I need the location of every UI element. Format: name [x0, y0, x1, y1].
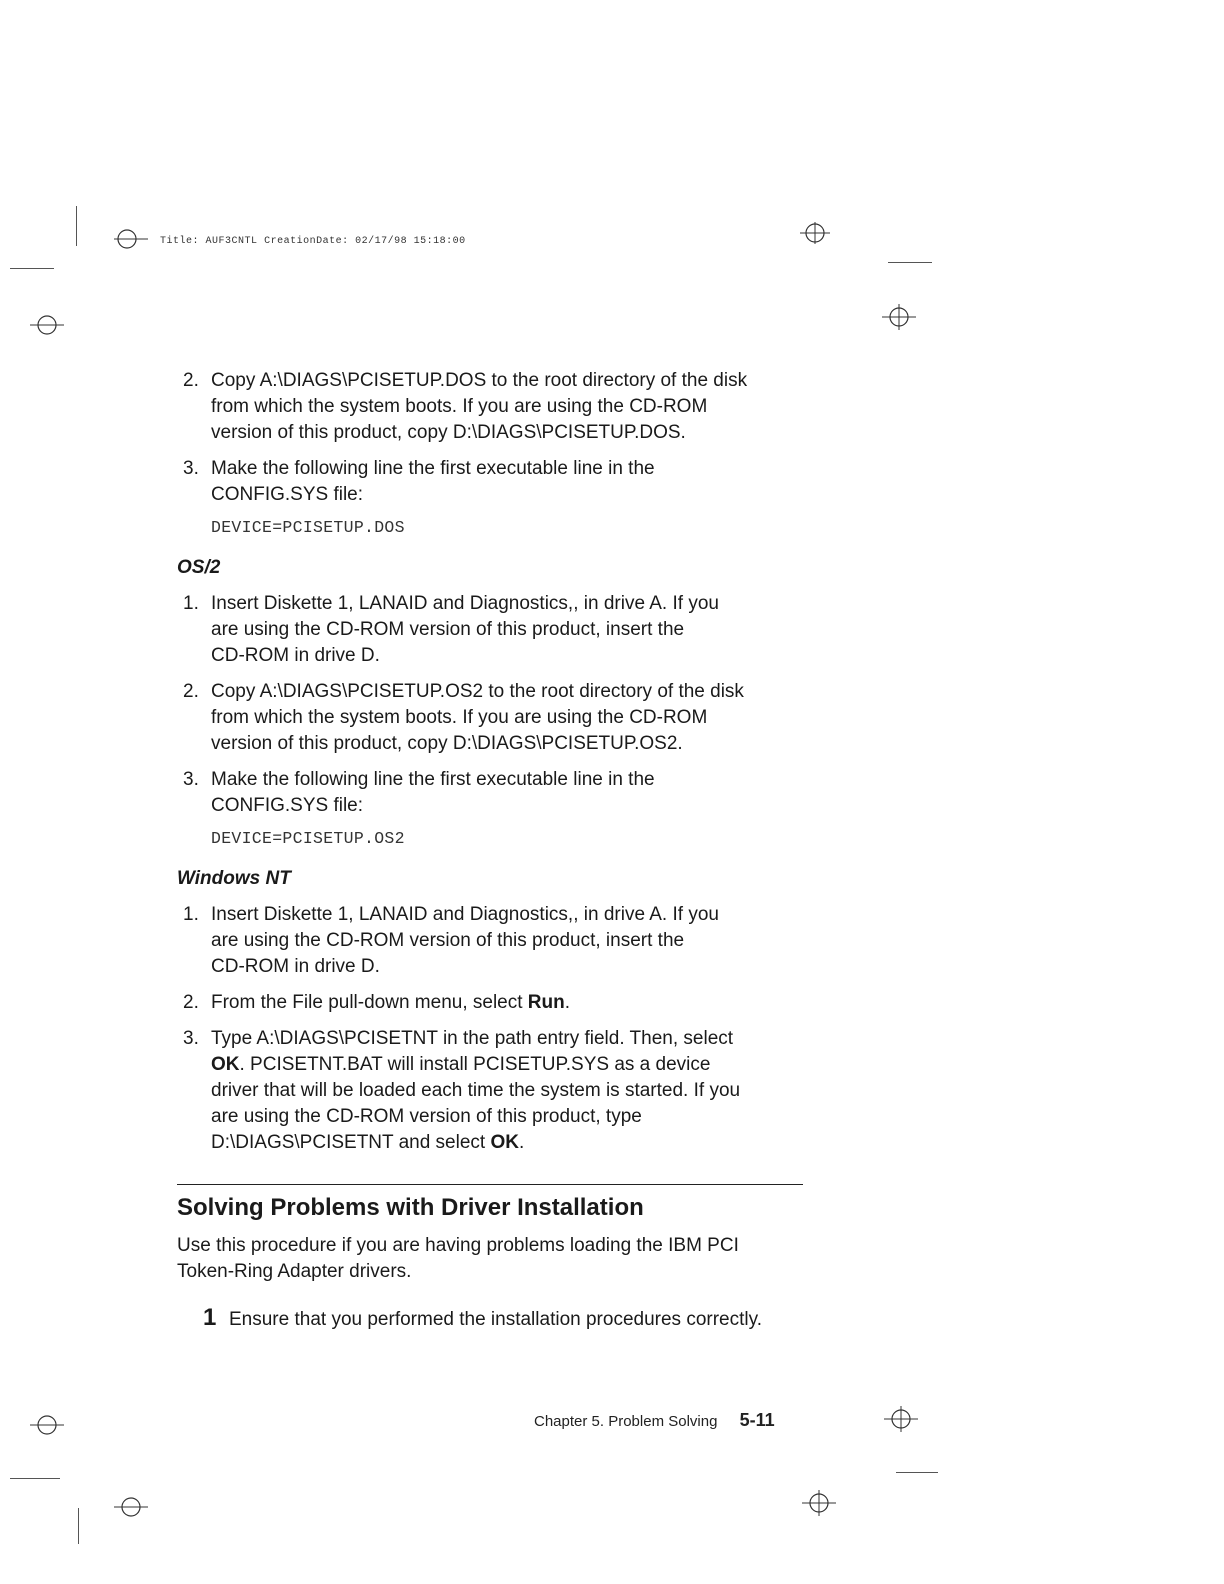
registration-mark-icon: [30, 1412, 64, 1438]
item-text: are using the CD-ROM version of this product, insert the: [211, 930, 685, 951]
item-text: [211, 1052, 815, 1078]
list-item: [175, 990, 815, 1016]
list-item: [175, 456, 815, 508]
item-text: version of this product, copy D:\DIAGS\PCISETUP.DOS.: [211, 422, 686, 443]
item-number: 3.: [183, 1028, 199, 1049]
procedure-step: [175, 1304, 815, 1333]
button-reference: OK: [211, 1054, 240, 1075]
item-number: 1.: [183, 593, 199, 614]
item-text: CONFIG.SYS file:: [211, 484, 364, 505]
code-line: DEVICE=PCISETUP.OS2: [211, 829, 405, 848]
page-content: [175, 368, 815, 1333]
button-reference: OK: [490, 1132, 519, 1153]
item-number: 1.: [183, 904, 199, 925]
list-item: [175, 767, 815, 819]
item-text: Copy A:\DIAGS\PCISETUP.OS2 to the root directory of the disk: [211, 681, 744, 702]
item-text: Make the following line the first executable line in the: [211, 458, 655, 479]
registration-mark-icon: [882, 304, 916, 330]
subsection-heading: Windows NT: [177, 868, 291, 889]
trim-line: [10, 268, 54, 269]
item-text: Make the following line the first executable line in the: [211, 769, 655, 790]
step-number: 1: [203, 1304, 217, 1331]
list-item: [175, 368, 815, 446]
item-text: are using the CD-ROM version of this product, type: [211, 1106, 642, 1127]
header-date-label: CreationDate:: [264, 236, 349, 247]
item-number: 2.: [183, 370, 199, 391]
item-number: 2.: [183, 992, 199, 1013]
menu-command: Run: [527, 992, 565, 1013]
item-number: 2.: [183, 681, 199, 702]
intro-paragraph: [177, 1233, 797, 1285]
step-text: Ensure that you performed the installation procedures correctly.: [229, 1309, 762, 1330]
paragraph-line: Use this procedure if you are having problems loading the IBM PCI: [177, 1235, 739, 1256]
registration-mark-icon: [114, 1494, 148, 1520]
paragraph-line: Token-Ring Adapter drivers.: [177, 1261, 412, 1282]
item-text: Copy A:\DIAGS\PCISETUP.DOS to the root directory of the disk: [211, 370, 748, 391]
trim-line: [896, 1472, 938, 1473]
list-item: [175, 902, 815, 980]
item-text: version of this product, copy D:\DIAGS\PCISETUP.OS2.: [211, 733, 683, 754]
item-text: Insert Diskette 1, LANAID and Diagnostics,, in drive A. If you: [211, 593, 719, 614]
item-text: Type A:\DIAGS\PCISETNT in the path entry field. Then, select: [211, 1028, 734, 1049]
header-title-label: Title:: [160, 236, 200, 247]
print-header: [160, 236, 466, 247]
page-number: 5-11: [739, 1410, 775, 1430]
list-item: [175, 591, 815, 669]
page-footer: [534, 1410, 775, 1431]
item-text-part: D:\DIAGS\PCISETNT and select: [211, 1132, 491, 1153]
item-text-part: .: [518, 1132, 525, 1153]
item-text: [211, 990, 815, 1016]
trim-line: [10, 1478, 60, 1479]
registration-mark-icon: [30, 312, 64, 338]
item-text: are using the CD-ROM version of this product, insert the: [211, 619, 685, 640]
item-text-part: From the File pull-down menu, select: [211, 992, 528, 1013]
list-item: [175, 679, 815, 757]
trim-line: [78, 1508, 79, 1544]
section-title: Solving Problems with Driver Installation: [177, 1194, 644, 1221]
item-text-part: .: [564, 992, 571, 1013]
item-text: CONFIG.SYS file:: [211, 795, 364, 816]
header-title: AUF3CNTL: [205, 236, 258, 247]
footer-chapter: Chapter 5. Problem Solving: [534, 1413, 718, 1430]
registration-mark-icon: [798, 220, 832, 246]
registration-mark-icon: [802, 1490, 836, 1516]
registration-mark-icon: [884, 1406, 918, 1432]
registration-mark-icon: [114, 226, 148, 252]
item-text: from which the system boots. If you are using the CD-ROM: [211, 396, 708, 417]
list-item: [175, 1026, 815, 1156]
item-text: CD-ROM in drive D.: [211, 645, 380, 666]
item-text: Insert Diskette 1, LANAID and Diagnostics,, in drive A. If you: [211, 904, 719, 925]
trim-line: [76, 206, 77, 246]
item-text-part: . PCISETNT.BAT will install PCISETUP.SYS as a device: [239, 1054, 711, 1075]
code-line: DEVICE=PCISETUP.DOS: [211, 518, 405, 537]
item-text: [211, 1130, 815, 1156]
section-divider: [177, 1184, 803, 1185]
header-date: 02/17/98 15:18:00: [355, 236, 466, 247]
item-number: 3.: [183, 458, 199, 479]
item-number: 3.: [183, 769, 199, 790]
item-text: from which the system boots. If you are using the CD-ROM: [211, 707, 708, 728]
subsection-heading: OS/2: [177, 557, 221, 578]
item-text: CD-ROM in drive D.: [211, 956, 380, 977]
trim-line: [888, 262, 932, 263]
item-text: driver that will be loaded each time the system is started. If you: [211, 1080, 741, 1101]
